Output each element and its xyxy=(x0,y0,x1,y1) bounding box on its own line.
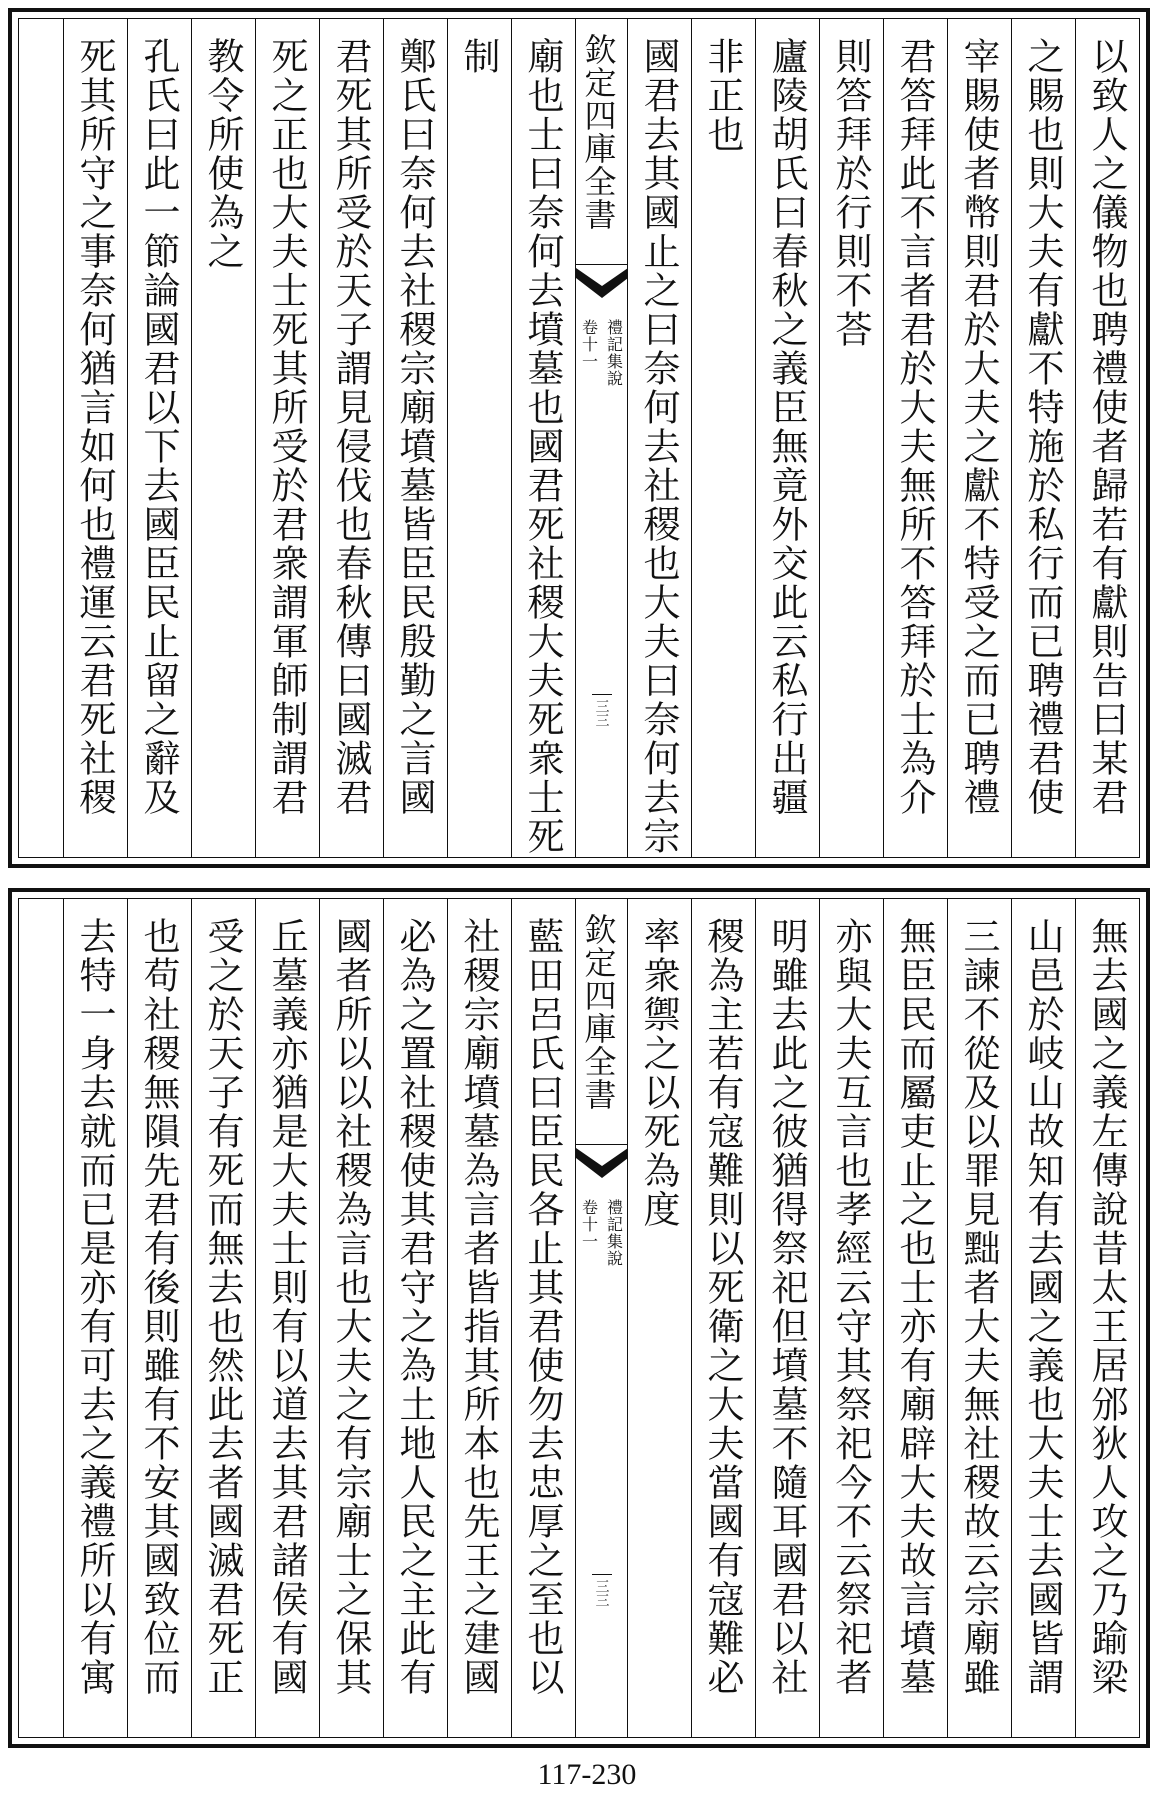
banner-volume: 卷十一 xyxy=(579,1199,599,1250)
upper-page-frame xyxy=(18,18,1140,858)
banner-title-box xyxy=(576,899,627,1145)
center-banner xyxy=(575,19,627,857)
text-column: 宰賜使者幣則君於大夫之獻不特受之而已聘禮 xyxy=(947,19,1011,857)
banner-volume: 卷十一 xyxy=(579,319,599,370)
banner-book-info xyxy=(576,319,627,387)
text-column: 則答拜於行則不荅 xyxy=(819,19,883,857)
text-column: 以致人之儀物也聘禮使者歸若有獻則告曰某君 xyxy=(1075,19,1139,857)
text-column: 廟也士曰奈何去墳墓也國君死社稷大夫死衆士死 xyxy=(511,19,575,857)
text-column: 去特一身去就而已是亦有可去之義禮所以有寓 xyxy=(63,899,127,1737)
text-column: 無去國之義左傳說昔太王居邠狄人攻之乃踰梁 xyxy=(1075,899,1139,1737)
banner-page-number: 三三 xyxy=(592,694,612,727)
text-column: 山邑於岐山故知有去國之義也大夫士去國皆謂 xyxy=(1011,899,1075,1737)
text-column: 非正也 xyxy=(691,19,755,857)
lower-page-frame xyxy=(18,898,1140,1738)
banner-page-number: 三三 xyxy=(592,1574,612,1607)
text-column: 明雖去此之彼猶得祭祀但墳墓不隨耳國君以社 xyxy=(755,899,819,1737)
text-column: 君答拜此不言者君於大夫無所不答拜於士為介 xyxy=(883,19,947,857)
text-column: 死其所守之事奈何猶言如何也禮運云君死社稷 xyxy=(63,19,127,857)
banner-title: 欽定四庫全書 xyxy=(579,33,618,231)
banner-title-box xyxy=(576,19,627,265)
center-banner xyxy=(575,899,627,1737)
text-column: 廬陵胡氏曰春秋之義臣無竟外交此云私行出疆 xyxy=(755,19,819,857)
text-column: 之賜也則大夫有獻不特施於私行而已聘禮君使 xyxy=(1011,19,1075,857)
text-column: 孔氏曰此一節論國君以下去國臣民止留之辭及 xyxy=(127,19,191,857)
text-column: 也苟社稷無隕先君有後則雖有不安其國致位而 xyxy=(127,899,191,1737)
text-column: 鄭氏曰奈何去社稷宗廟墳墓皆臣民殷勤之言國 xyxy=(383,19,447,857)
upper-page xyxy=(8,8,1150,868)
text-column: 社稷宗廟墳墓為言者皆指其所本也先王之建國 xyxy=(447,899,511,1737)
text-column: 受之於天子有死而無去也然此去者國滅君死正 xyxy=(191,899,255,1737)
banner-title: 欽定四庫全書 xyxy=(579,913,618,1111)
lower-text-columns xyxy=(19,899,1139,1737)
fish-tail-mark-icon xyxy=(576,264,628,304)
text-column: 率衆禦之以死為度 xyxy=(627,899,691,1737)
text-column: 丘墓義亦猶是大夫士則有以道去其君諸侯有國 xyxy=(255,899,319,1737)
page-number-footer: 117-230 xyxy=(537,1758,637,1791)
text-column: 必為之置社稷使其君守之為土地人民之主此有 xyxy=(383,899,447,1737)
upper-text-columns xyxy=(19,19,1139,857)
text-column: 國者所以以社稷為言也大夫之有宗廟士之保其 xyxy=(319,899,383,1737)
text-column: 國君去其國止之曰奈何去社稷也大夫曰奈何去宗 xyxy=(627,19,691,857)
banner-book-info xyxy=(576,1199,627,1267)
text-column: 教令所使為之 xyxy=(191,19,255,857)
lower-page xyxy=(8,888,1150,1748)
banner-book-title: 禮記集說 xyxy=(604,1199,624,1267)
text-column: 藍田呂氏曰臣民各止其君使勿去忠厚之至也以 xyxy=(511,899,575,1737)
text-column: 無臣民而屬吏止之也士亦有廟辟大夫故言墳墓 xyxy=(883,899,947,1737)
text-column: 君死其所受於天子謂見侵伐也春秋傳曰國滅君 xyxy=(319,19,383,857)
text-column: 亦與大夫互言也孝經云守其祭祀今不云祭祀者 xyxy=(819,899,883,1737)
text-column: 死之正也大夫士死其所受於君衆謂軍師制謂君 xyxy=(255,19,319,857)
text-column: 稷為主若有寇難則以死衛之大夫當國有寇難必 xyxy=(691,899,755,1737)
text-column: 三諫不從及以罪見黜者大夫無社稷故云宗廟雖 xyxy=(947,899,1011,1737)
text-column: 制 xyxy=(447,19,511,857)
banner-book-title: 禮記集說 xyxy=(604,319,624,387)
fish-tail-mark-icon xyxy=(576,1144,628,1184)
